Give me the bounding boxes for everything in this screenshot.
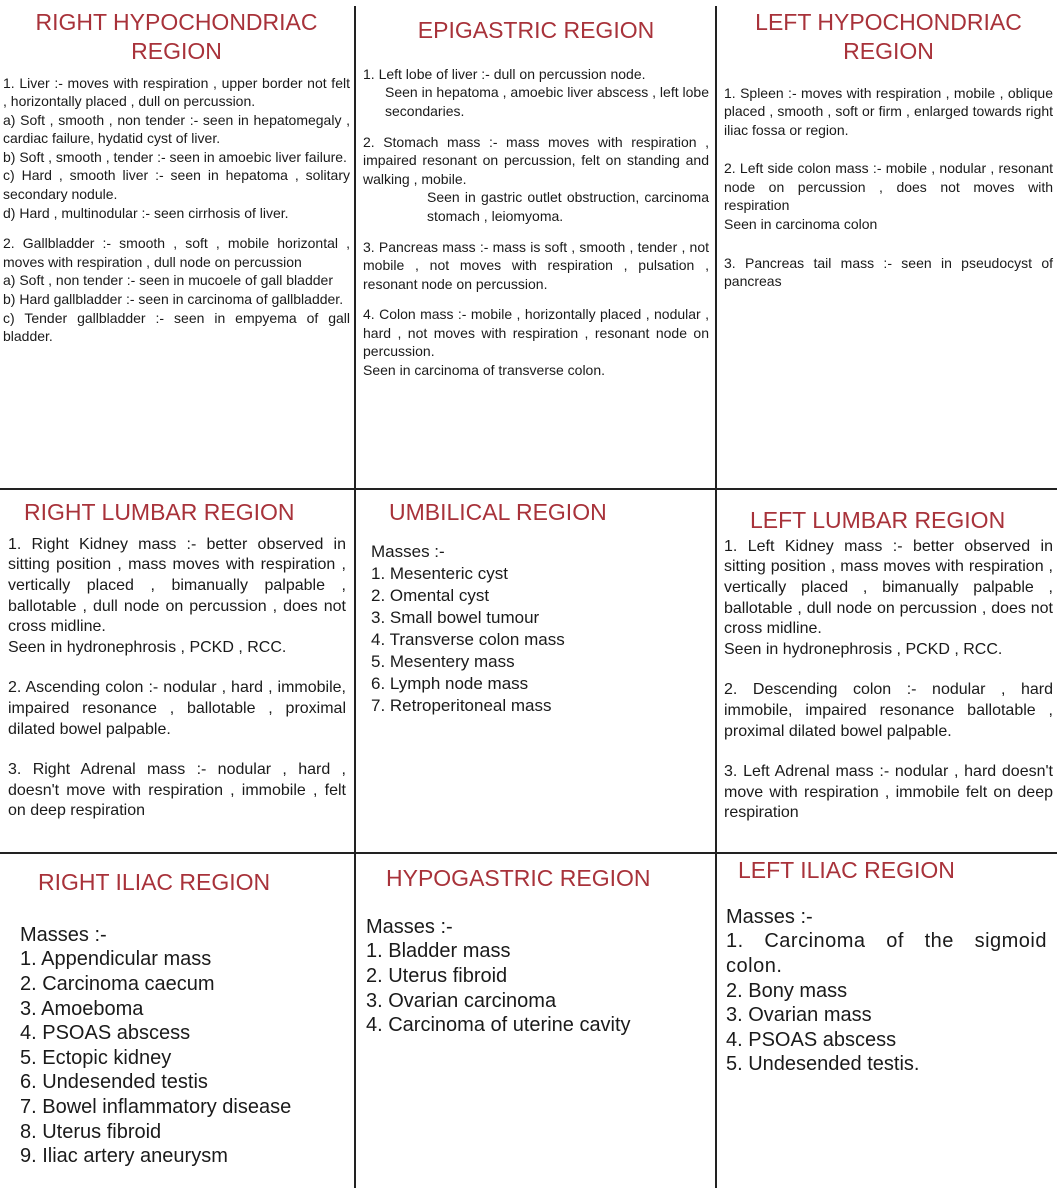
region-title: LEFT ILIAC REGION	[738, 857, 955, 883]
list-item: 4. Transverse colon mass	[371, 629, 565, 649]
region-text: Seen in gastric outlet obstruction, carcinoma stomach , leiomyoma.	[427, 189, 709, 224]
list-item: 7. Bowel inflammatory disease	[20, 1095, 292, 1118]
list-item: 1. Bladder mass	[366, 940, 511, 963]
list-item: 4. Carcinoma of uterine cavity	[366, 1014, 631, 1037]
region-text: 2. Ascending colon :- nodular , hard , immobile, impaired resonance , ballotable , proximal dilated bowel palpable.	[8, 679, 346, 738]
region-text: Masses :-	[726, 905, 813, 928]
list-item: 1. Appendicular mass	[20, 948, 212, 971]
region-text: Seen in hydronephrosis , PCKD , RCC.	[724, 640, 1003, 658]
region-text: 1. Left Kidney mass :- better observed in sitting position , mass moves with respiration , vertically placed , bimanually palpable , ballotable , dull node on percussion , does not cross midline.	[724, 537, 1053, 638]
region-text: 2. Descending colon :- nodular , hard immobile, impaired resonance ballotable , proximal dilated bowel palpable.	[724, 681, 1053, 740]
column-divider-2	[715, 6, 717, 1188]
cell-left-iliac	[718, 854, 1057, 1194]
cell-right-hypochondriac	[0, 6, 354, 488]
list-item: 6. Undesended testis	[20, 1071, 208, 1094]
list-item: 5. Undesended testis.	[726, 1053, 920, 1076]
region-text: 1. Spleen :- moves with respiration , mobile , oblique placed , smooth , soft or firm , enlarged towards right iliac fossa or region.	[724, 84, 1053, 138]
region-text: 3. Pancreas mass :- mass is soft , smooth , tender , not mobile , not moves with respiration , pulsation , resonant node on percussion.	[363, 238, 709, 292]
list-item: 6. Lymph node mass	[371, 673, 529, 693]
list-item: 2. Bony mass	[726, 979, 848, 1002]
region-text: Seen in hepatoma , amoebic liver abscess , left lobe secondaries.	[385, 84, 709, 119]
region-text: 2. Left side colon mass :- mobile , nodular , resonant node on percussion , does not moves with respiration	[724, 160, 1053, 214]
region-title: RIGHT ILIAC REGION	[38, 869, 271, 895]
cell-hypogastric	[357, 854, 715, 1194]
list-item: 1. Mesenteric cyst	[371, 563, 508, 583]
region-text: c) Hard , smooth liver :- seen in hepatoma , solitary secondary nodule.	[3, 167, 350, 203]
list-item: 3. Amoeboma	[20, 997, 144, 1020]
cell-left-lumbar	[718, 490, 1057, 852]
list-item: 9. Iliac artery aneurysm	[20, 1145, 228, 1168]
region-title: EPIGASTRIC REGION	[417, 17, 655, 43]
list-item: 1. Carcinoma of the sigmoid colon.	[726, 930, 1047, 977]
list-item: 2. Uterus fibroid	[366, 964, 508, 987]
region-title: UMBILICAL REGION	[389, 499, 607, 525]
region-text: 3. Pancreas tail mass :- seen in pseudocyst of pancreas	[724, 254, 1053, 290]
region-text: Masses :-	[371, 541, 445, 561]
region-text: c) Tender gallbladder :- seen in empyema of gall bladder.	[3, 309, 350, 345]
region-text: b) Hard gallbladder :- seen in carcinoma of gallbladder.	[3, 291, 344, 308]
region-title: RIGHT HYPOCHONDRIAC REGION	[35, 9, 318, 64]
list-item: 5. Ectopic kidney	[20, 1046, 172, 1069]
region-title: LEFT HYPOCHONDRIAC REGION	[755, 9, 1022, 64]
region-text: 1. Right Kidney mass :- better observed in sitting position , mass moves with respiration , vertically placed , bimanually palpable , ballotable , dull node on percussion , does not cross midline.	[8, 535, 346, 636]
cell-epigastric	[357, 6, 715, 488]
region-title: HYPOGASTRIC REGION	[386, 865, 651, 891]
region-text: 3. Left Adrenal mass :- nodular , hard doesn't move with respiration , immobile felt on deep respiration	[724, 763, 1053, 822]
region-text: Masses :-	[20, 923, 107, 946]
list-item: 3. Small bowel tumour	[371, 607, 540, 627]
region-text: Seen in carcinoma colon	[724, 216, 878, 233]
region-title: LEFT LUMBAR REGION	[750, 507, 1006, 533]
region-text: 3. Right Adrenal mass :- nodular , hard , doesn't move with respiration , immobile , felt on deep respiration	[8, 761, 346, 820]
region-text: Seen in carcinoma of transverse colon.	[363, 362, 606, 379]
region-text: a) Soft , smooth , non tender :- seen in hepatomegaly , cardiac failure, hydatid cyst of liver.	[3, 111, 350, 147]
region-text: 1. Liver :- moves with respiration , upper border not felt , horizontally placed , dull on percussion.	[3, 74, 350, 110]
column-divider-1	[354, 6, 356, 1188]
list-item: 2. Omental cyst	[371, 585, 490, 605]
region-text: 1. Left lobe of liver :- dull on percussion node.	[363, 65, 646, 82]
list-item: 2. Carcinoma caecum	[20, 972, 215, 995]
cell-left-hypochondriac	[718, 6, 1057, 488]
cell-umbilical	[357, 490, 715, 852]
region-text: b) Soft , smooth , tender :- seen in amoebic liver failure.	[3, 148, 347, 165]
region-title: RIGHT LUMBAR REGION	[24, 499, 295, 525]
region-text: Masses :-	[366, 915, 453, 938]
region-text: 4. Colon mass :- mobile , horizontally placed , nodular , hard , not moves with respiration , resonant node on percussion.	[363, 306, 709, 360]
list-item: 7. Retroperitoneal mass	[371, 695, 552, 715]
region-text: 2. Gallbladder :- smooth , soft , mobile horizontal , moves with respiration , dull node on percussion	[3, 235, 350, 270]
region-text: 2. Stomach mass :- mass moves with respiration , impaired resonant on percussion, felt on standing and walking , mobile.	[363, 133, 709, 187]
cell-right-lumbar	[0, 490, 354, 852]
list-item: 5. Mesentery mass	[371, 651, 515, 671]
region-text: Seen in hydronephrosis , PCKD , RCC.	[8, 638, 287, 656]
cell-right-iliac	[0, 854, 354, 1194]
region-text: d) Hard , multinodular :- seen cirrhosis of liver.	[3, 204, 289, 221]
list-item: 4. PSOAS abscess	[20, 1022, 191, 1045]
region-text: a) Soft , non tender :- seen in mucoele of gall bladder	[3, 272, 333, 289]
list-item: 3. Ovarian carcinoma	[366, 989, 557, 1012]
list-item: 4. PSOAS abscess	[726, 1028, 897, 1051]
list-item: 8. Uterus fibroid	[20, 1120, 162, 1143]
list-item: 3. Ovarian mass	[726, 1004, 872, 1027]
